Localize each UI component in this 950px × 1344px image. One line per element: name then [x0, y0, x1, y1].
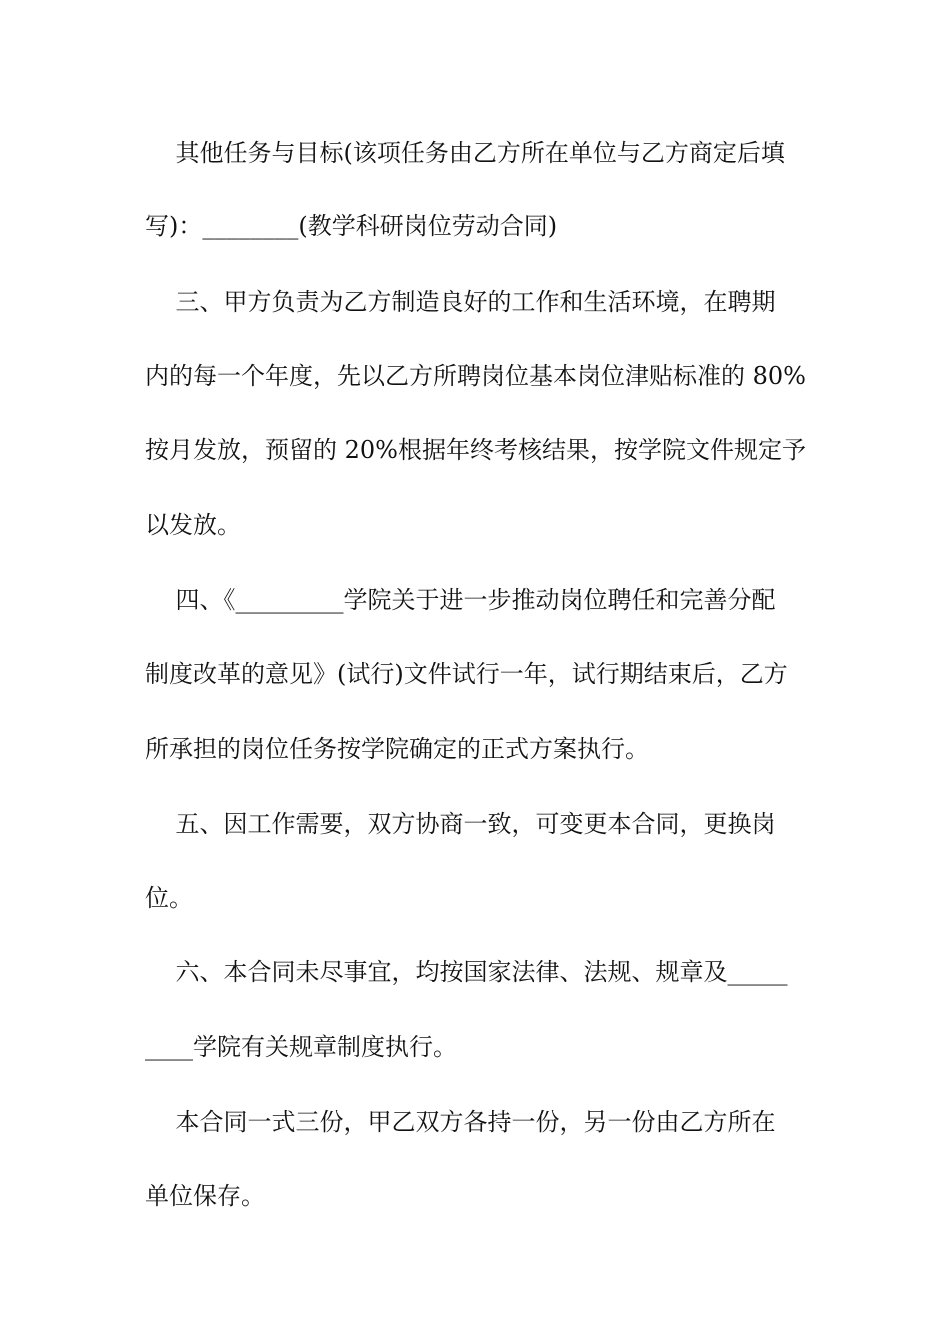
text-line: ____学院有关规章制度执行。	[145, 1033, 457, 1061]
text-line: 以发放。	[145, 511, 241, 539]
text-line: 内的每一个年度，先以乙方所聘岗位基本岗位津贴标准的 80%	[145, 362, 806, 390]
text-line: 三、甲方负责为乙方制造良好的工作和生活环境，在聘期	[145, 288, 776, 316]
text-line: 按月发放，预留的 20%根据年终考核结果，按学院文件规定予	[145, 436, 806, 464]
text-line: 所承担的岗位任务按学院确定的正式方案执行。	[145, 735, 649, 763]
text-line: 其他任务与目标(该项任务由乙方所在单位与乙方商定后填	[145, 139, 785, 167]
text-line: 单位保存。	[145, 1182, 265, 1210]
text-line: 六、本合同未尽事宜，均按国家法律、法规、规章及_____	[145, 958, 788, 986]
text-line: 制度改革的意见》(试行)文件试行一年，试行期结束后，乙方	[145, 660, 788, 688]
text-line: 五、因工作需要，双方协商一致，可变更本合同，更换岗	[145, 810, 776, 838]
text-line: 四、《_________学院关于进一步推动岗位聘任和完善分配	[145, 586, 776, 614]
text-line: 本合同一式三份，甲乙双方各持一份，另一份由乙方所在	[145, 1108, 776, 1136]
text-line: 写)：________(教学科研岗位劳动合同)	[145, 212, 558, 240]
text-line: 位。	[145, 884, 193, 912]
